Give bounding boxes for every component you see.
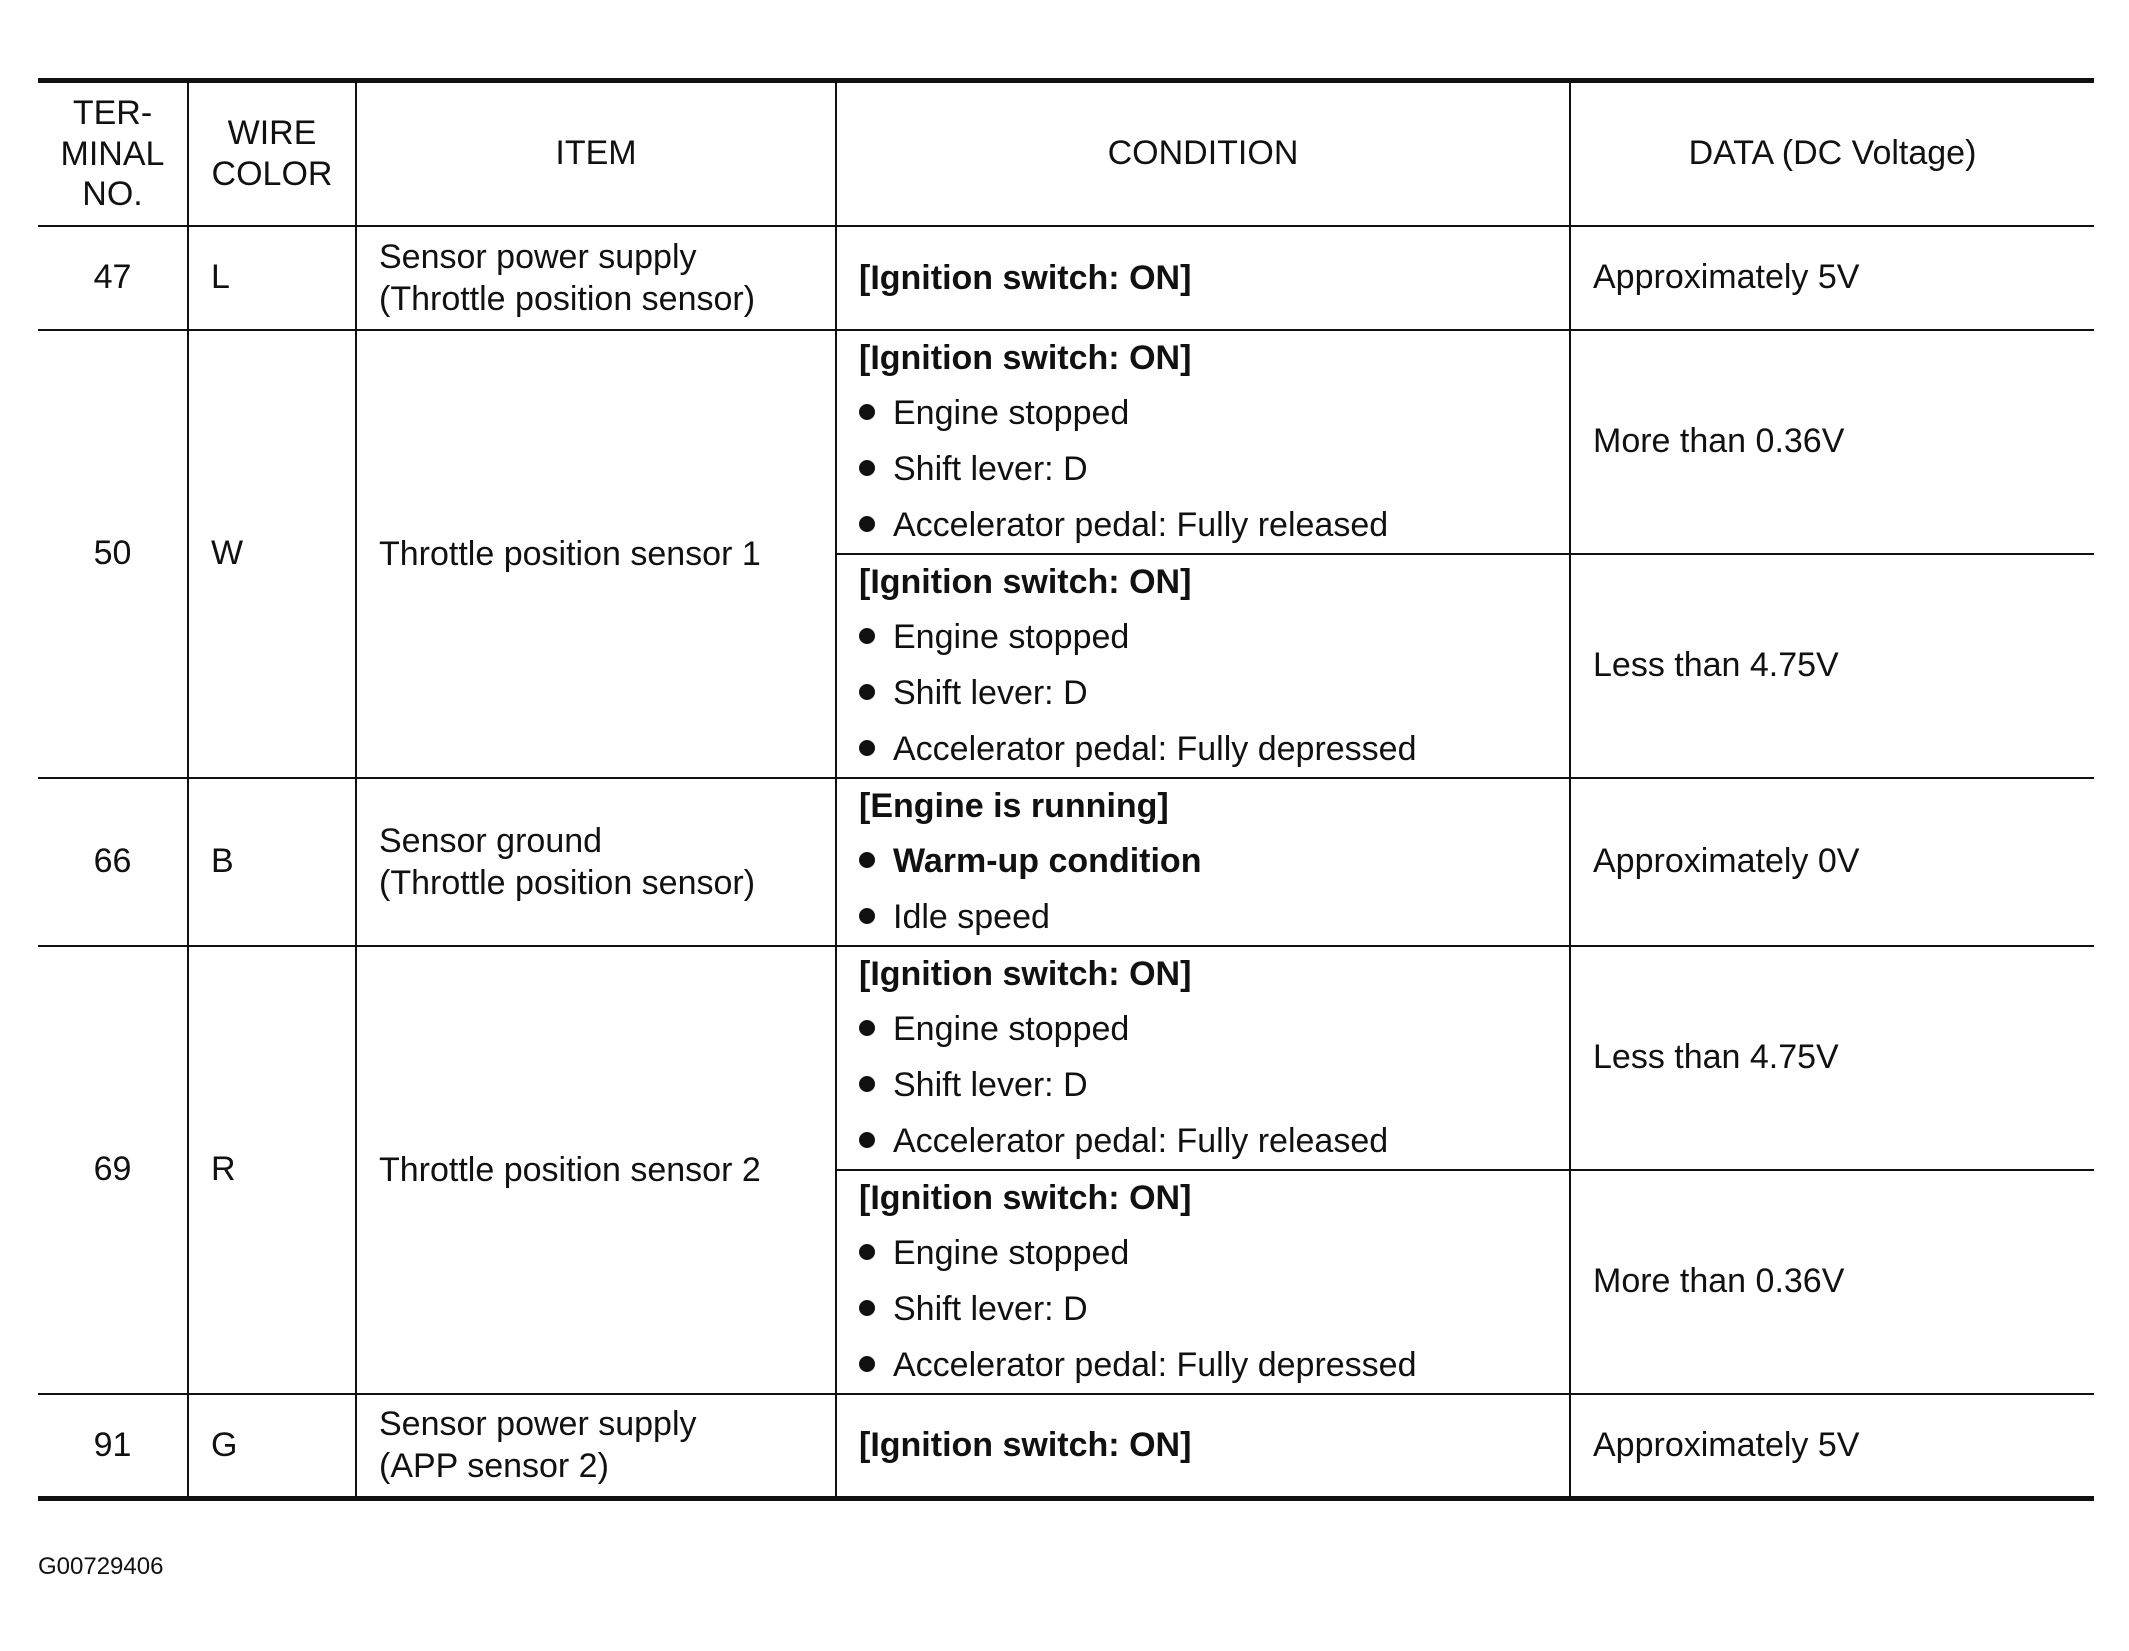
item-cell [356,946,836,1394]
condition-bullet-text: Warm-up condition [893,842,1202,880]
bullet-icon [859,516,875,532]
table-row [38,226,2094,330]
condition-cell [836,226,1570,330]
condition-bullet-text: Engine stopped [893,618,1130,656]
condition-bullet [859,1113,1547,1169]
condition-bullet [859,1057,1547,1113]
condition-bullet-text: Shift lever: D [893,1066,1088,1104]
table-body [38,226,2094,1498]
condition-bullet-text: Idle speed [893,898,1050,936]
table-row [38,778,2094,946]
header-terminal-line: NO. [82,175,143,214]
item-cell [356,226,836,330]
voltage-data-cell: Approximately 5V [1570,226,2094,330]
condition-heading: [Ignition switch: ON] [859,1426,1192,1465]
condition-heading: [Engine is running] [859,787,1169,825]
figure-id: G00729406 [38,1553,164,1580]
condition-bullet [859,889,1547,945]
wire-color-cell: R [188,946,356,1394]
header-wire-line: WIRE [227,114,317,153]
voltage-data-cell: Less than 4.75V [1570,554,2094,778]
bullet-icon [859,1300,875,1316]
table-row [38,330,2094,554]
condition-bullet [859,665,1547,721]
item-cell [356,778,836,946]
terminal-no-cell: 69 [38,946,188,1394]
condition-bullet [859,1001,1547,1057]
condition-bullet-text: Accelerator pedal: Fully depressed [893,1346,1417,1384]
item-cell [356,330,836,778]
item-line: Sensor ground [379,822,603,860]
bullet-icon [859,684,875,700]
item-line: (APP sensor 2) [379,1447,609,1486]
voltage-data-cell: More than 0.36V [1570,330,2094,554]
bullet-icon [859,1356,875,1372]
bullet-icon [859,740,875,756]
header-wire-color [188,81,356,227]
bullet-icon [859,460,875,476]
bullet-icon [859,1132,875,1148]
condition-heading: [Ignition switch: ON] [859,955,1192,993]
item-line: (Throttle position sensor) [379,280,756,318]
condition-bullet-text: Shift lever: D [893,674,1088,712]
voltage-data-cell: Less than 4.75V [1570,946,2094,1170]
header-item: ITEM [356,81,836,227]
item-line: Throttle position sensor 2 [379,1151,761,1189]
condition-heading: [Ignition switch: ON] [859,339,1192,377]
condition-bullet-text: Shift lever: D [893,450,1088,488]
table-row [38,946,2094,1170]
voltage-data-cell: Approximately 5V [1570,1394,2094,1498]
item-line: Throttle position sensor 1 [379,535,761,573]
condition-heading: [Ignition switch: ON] [859,1179,1192,1217]
bullet-icon [859,1244,875,1260]
terminal-no-cell: 91 [38,1394,188,1498]
condition-bullet [859,385,1547,441]
condition-bullet [859,833,1547,889]
bullet-icon [859,1020,875,1036]
bullet-icon [859,1076,875,1092]
header-terminal-no [38,81,188,227]
condition-cell [836,1170,1570,1394]
wire-color-cell: G [188,1394,356,1498]
item-line: Sensor power supply [379,1405,697,1444]
item-line: Sensor power supply [379,238,697,276]
item-line: (Throttle position sensor) [379,864,756,902]
voltage-data-cell: More than 0.36V [1570,1170,2094,1394]
table-header-row [38,81,2094,227]
bullet-icon [859,404,875,420]
condition-bullet [859,1225,1547,1281]
condition-bullet [859,497,1547,553]
condition-bullet [859,441,1547,497]
bullet-icon [859,628,875,644]
bullet-icon [859,852,875,868]
item-cell [356,1394,836,1498]
condition-cell [836,554,1570,778]
condition-cell [836,946,1570,1170]
wire-color-cell: B [188,778,356,946]
condition-cell [836,1394,1570,1498]
condition-bullet-text: Engine stopped [893,1234,1130,1272]
condition-bullet-text: Engine stopped [893,394,1130,432]
condition-bullet [859,609,1547,665]
condition-heading: [Ignition switch: ON] [859,563,1192,601]
bullet-icon [859,908,875,924]
condition-cell [836,330,1570,554]
terminal-no-cell: 66 [38,778,188,946]
condition-bullet-text: Shift lever: D [893,1290,1088,1328]
header-data: DATA (DC Voltage) [1570,81,2094,227]
condition-bullet [859,721,1547,777]
table-row [38,1394,2094,1498]
condition-heading: [Ignition switch: ON] [859,259,1192,297]
condition-bullet-text: Accelerator pedal: Fully released [893,1122,1389,1160]
condition-cell [836,778,1570,946]
wire-color-cell: L [188,226,356,330]
terminal-data-table [38,78,2094,1501]
condition-bullet-text: Accelerator pedal: Fully depressed [893,730,1417,768]
condition-bullet [859,1281,1547,1337]
condition-bullet-text: Accelerator pedal: Fully released [893,506,1389,544]
terminal-no-cell: 50 [38,330,188,778]
condition-bullet [859,1337,1547,1393]
header-terminal-line: TER- [72,93,153,132]
terminal-no-cell: 47 [38,226,188,330]
header-terminal-line: MINAL [60,134,165,173]
header-condition: CONDITION [836,81,1570,227]
wire-color-cell: W [188,330,356,778]
voltage-data-cell: Approximately 0V [1570,778,2094,946]
condition-bullet-text: Engine stopped [893,1010,1130,1048]
header-wire-line: COLOR [211,155,333,193]
